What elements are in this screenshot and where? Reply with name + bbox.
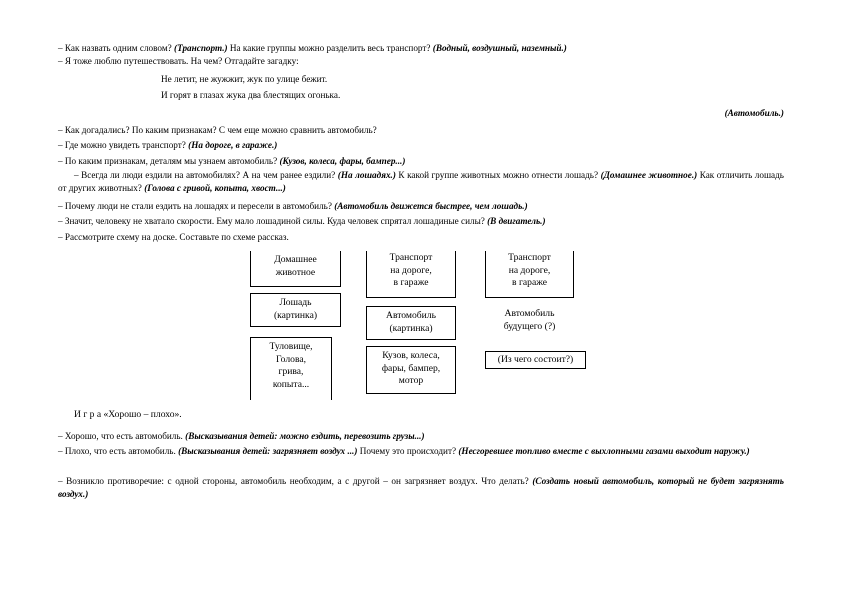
riddle-line-2: И горят в глазах жука два блестящих огонька. (161, 90, 341, 100)
riddle-answer: (Автомобиль.) (724, 108, 784, 118)
scheme-box-horse-parts: Туловище, Голова, грива, копыта... (250, 337, 332, 400)
game-line-3: – Возникло противоречие: с одной стороны, автомобиль необходим, а с другой – он загрязняет воздух. Что делать? (Создать новый автомобиль, который не будет загрязнять воздух.) (58, 476, 784, 499)
question-line-8: – Значит, человеку не хватало скорости. Ему мало лошадиной силы. Куда человек спрятал лошадиные силы? (В двигатель.) (58, 216, 546, 226)
riddle-line-1: Не летит, не жужжит, жук по улице бежит. (161, 74, 328, 84)
scheme-box-domestic-animal: Домашнее животное (250, 251, 341, 287)
question-line-7: – Почему люди не стали ездить на лошадях и пересели в автомобиль? (Автомобиль движется быстрее, чем лошадь.) (58, 201, 528, 211)
game-line-2: – Плохо, что есть автомобиль. (Высказывания детей: загрязняет воздух ...) Почему это происходит? (Несгоревшее топливо вместе с выхлопными газами выходит наружу.) (58, 446, 750, 456)
scheme-box-transport-road: Транспорт на дороге, в гараже (366, 251, 456, 298)
game-line-1: – Хорошо, что есть автомобиль. (Высказывания детей: можно ездить, перевозить грузы...) (58, 431, 425, 441)
scheme-box-car-picture: Автомобиль (картинка) (366, 306, 456, 340)
game-title: И г р а «Хорошо – плохо». (74, 409, 182, 420)
scheme-box-transport-road-2: Транспорт на дороге, в гараже (485, 251, 574, 298)
question-line-4: – Где можно увидеть транспорт? (На дороге, в гараже.) (58, 140, 278, 150)
scheme-box-horse-picture: Лошадь (картинка) (250, 293, 341, 327)
question-line-5: – По каким признакам, деталям мы узнаем автомобиль? (Кузов, колеса, фары, бампер...) (58, 156, 406, 166)
scheme-box-future-car: Автомобиль будущего (?) (485, 306, 574, 339)
scheme-box-what-made-of: (Из чего состоит?) (485, 351, 586, 369)
question-line-6: – Всегда ли люди ездили на автомобилях? А на чем ранее ездили? (На лошадях.) К какой группе животных можно отнести лошадь? (Домашнее животное.) Как отличить лошадь от других животных? (Голова с гривой, копыта, хвост...) (58, 170, 784, 193)
question-line-9: – Рассмотрите схему на доске. Составьте по схеме рассказ. (58, 232, 289, 242)
question-line-1: – Как назвать одним словом? (Транспорт.) На какие группы можно разделить весь транспорт? (Водный, воздушный, наземный.) (58, 43, 567, 53)
question-line-3: – Как догадались? По каким признакам? С чем еще можно сравнить автомобиль? (58, 125, 377, 135)
scheme-box-car-parts: Кузов, колеса, фары, бампер, мотор (366, 346, 456, 394)
question-line-2: – Я тоже люблю путешествовать. На чем? Отгадайте загадку: (58, 56, 299, 66)
